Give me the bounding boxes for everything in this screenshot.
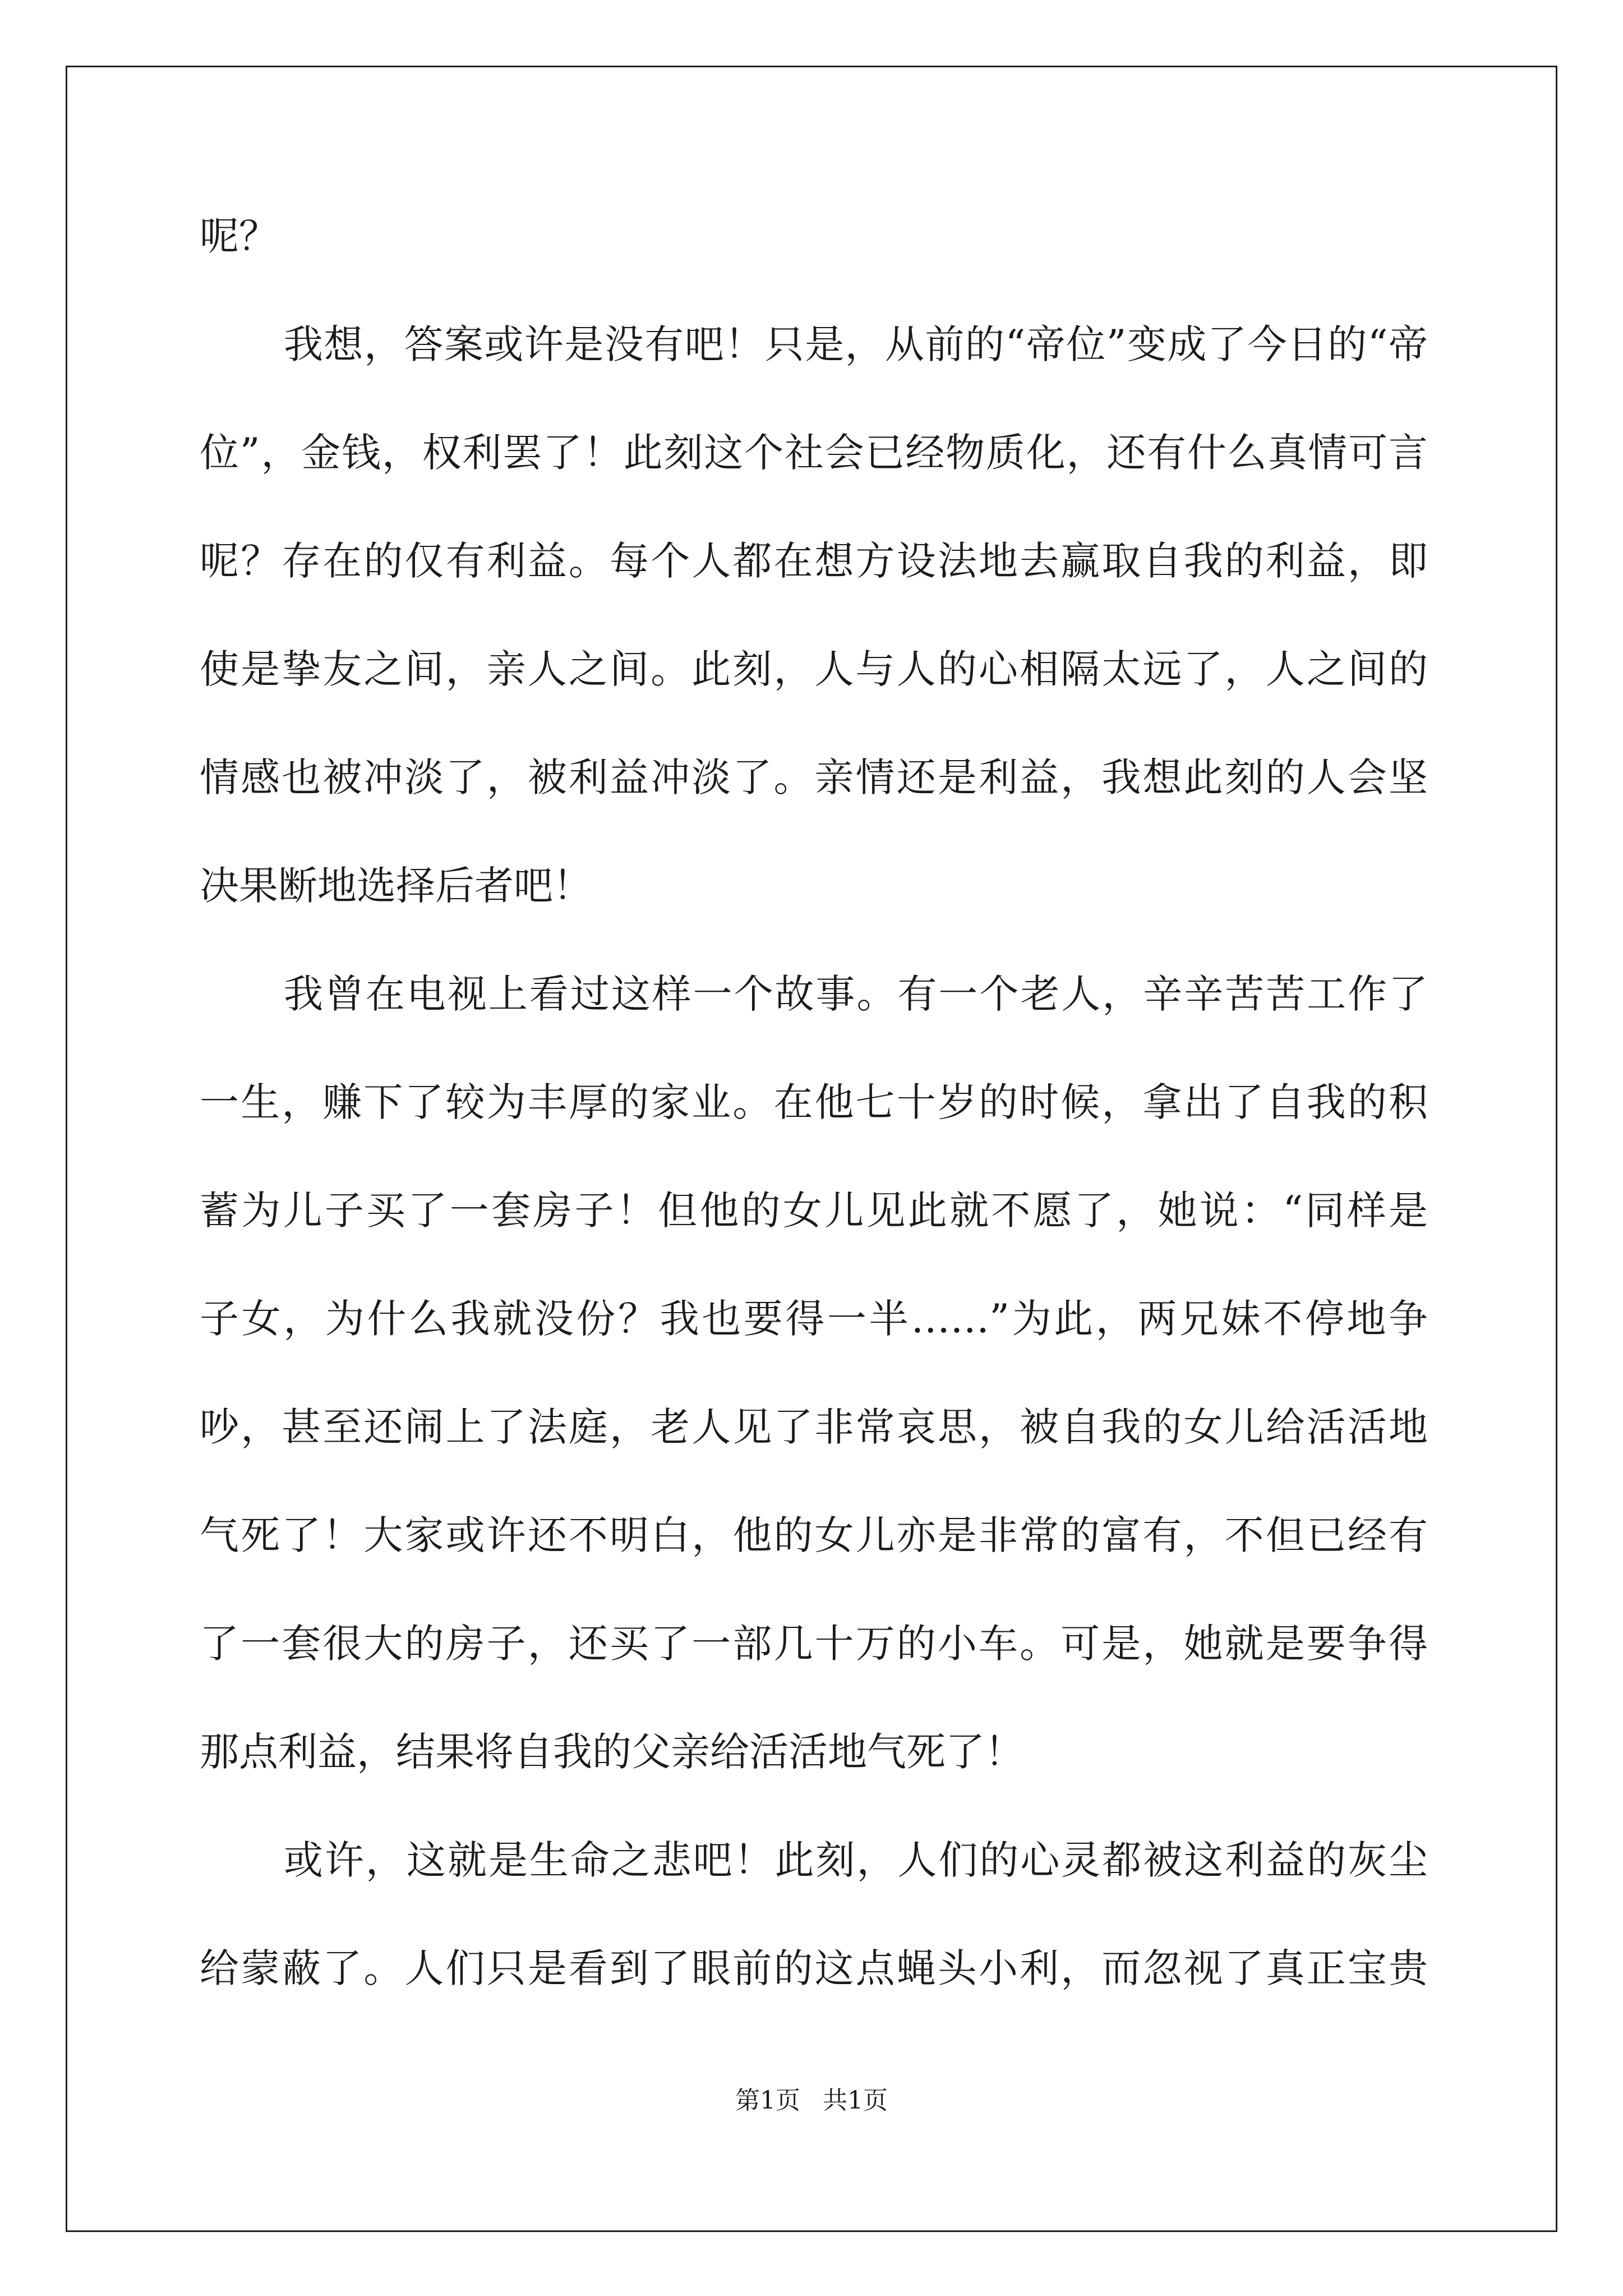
text-line: 情感也被冲淡了，被利益冲淡了。亲情还是利益，我想此刻的人会坚 [200, 754, 1428, 800]
text-line: 气死了！大家或许还不明白，他的女儿亦是非常的富有，不但已经有 [200, 1512, 1428, 1558]
text-line: 一生，赚下了较为丰厚的家业。在他七十岁的时候，拿出了自我的积 [200, 1079, 1428, 1125]
page-number: 第1页 [735, 2086, 800, 2115]
text-line: 子女，为什么我就没份？我也要得一半……”为此，两兄妹不停地争 [200, 1296, 1428, 1342]
page-total: 共1页 [823, 2086, 888, 2115]
text-line: 呢？存在的仅有利益。每个人都在想方设法地去赢取自我的利益，即 [200, 538, 1428, 584]
text-line: 蓄为儿子买了一套房子！但他的女儿见此就不愿了，她说：“同样是 [200, 1188, 1428, 1234]
text-line: 位”，金钱，权利罢了！此刻这个社会已经物质化，还有什么真情可言 [200, 430, 1428, 476]
text-line: 我曾在电视上看过这样一个故事。有一个老人，辛辛苦苦工作了 [284, 971, 1428, 1017]
text-line: 我想，答案或许是没有吧！只是，从前的“帝位”变成了今日的“帝 [284, 321, 1428, 367]
text-line: 吵，甚至还闹上了法庭，老人见了非常哀思，被自我的女儿给活活地 [200, 1404, 1428, 1450]
text-line: 了一套很大的房子，还买了一部几十万的小车。可是，她就是要争得 [200, 1621, 1428, 1667]
text-line: 给蒙蔽了。人们只是看到了眼前的这点蝇头小利，而忽视了真正宝贵 [200, 1945, 1428, 1991]
text-line: 那点利益，结果将自我的父亲给活活地气死了！ [200, 1729, 1024, 1775]
text-line: 使是挚友之间，亲人之间。此刻，人与人的心相隔太远了，人之间的 [200, 646, 1428, 692]
text-line: 或许，这就是生命之悲吧！此刻，人们的心灵都被这利益的灰尘 [284, 1837, 1428, 1883]
text-line: 决果断地选择后者吧！ [200, 863, 592, 909]
page-footer [0, 2087, 1623, 2115]
document-body [200, 213, 1428, 2056]
text-line: 呢？ [200, 213, 278, 259]
